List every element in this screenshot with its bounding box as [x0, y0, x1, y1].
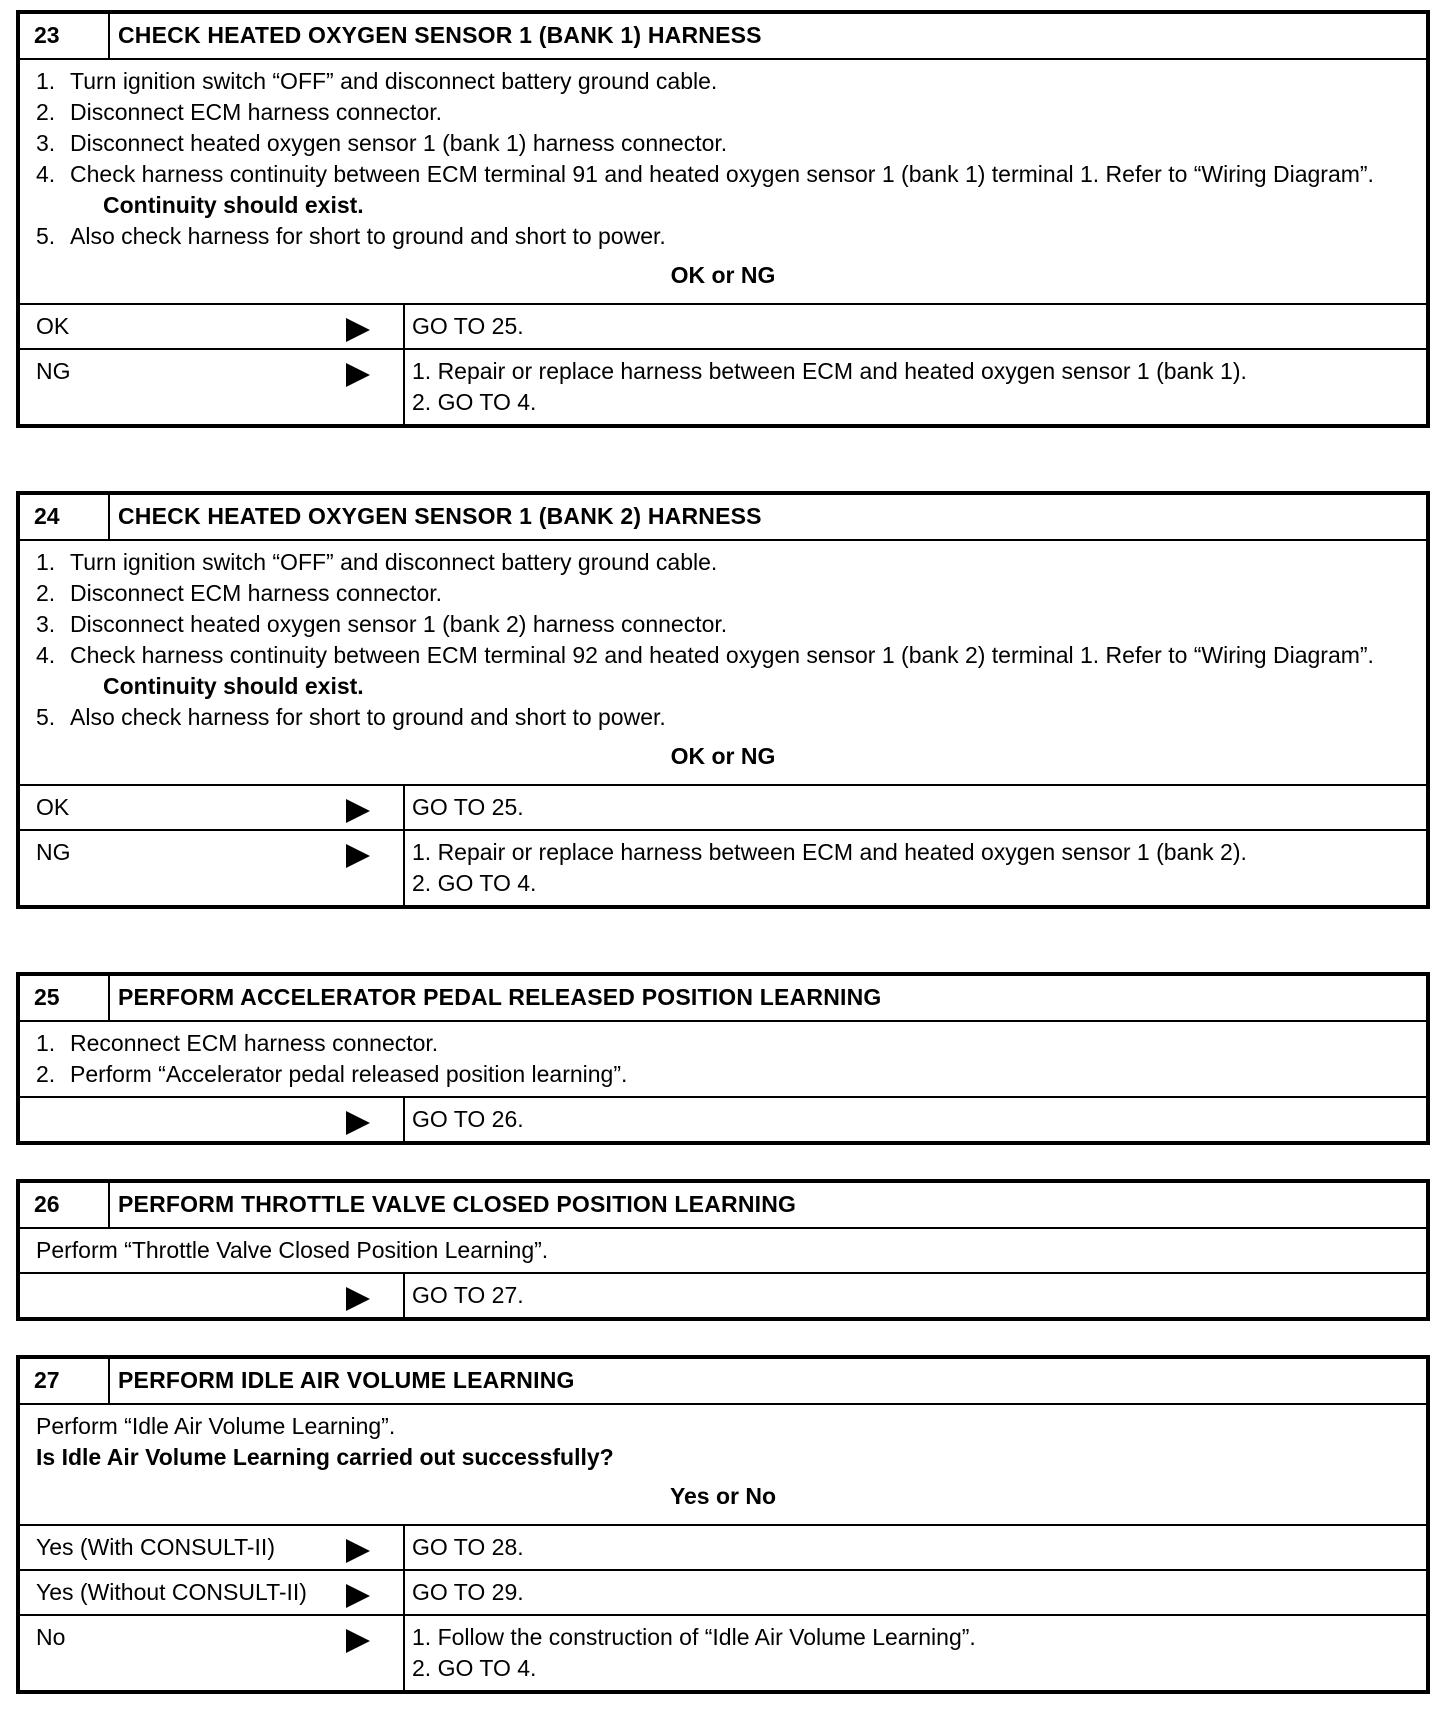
result-label: OK [36, 794, 70, 820]
step-25 [16, 972, 1430, 1145]
step-number: 23 [20, 14, 110, 58]
result-row [20, 1098, 1426, 1141]
step-title: CHECK HEATED OXYGEN SENSOR 1 (BANK 1) HARNESS [118, 22, 762, 48]
step-title: PERFORM THROTTLE VALVE CLOSED POSITION LEARNING [118, 1191, 797, 1217]
instruction-text: Perform “Idle Air Volume Learning”. [36, 1413, 396, 1439]
result-action: GO TO 28. [412, 1534, 524, 1560]
result-row [20, 1616, 1426, 1690]
list-item: 3. Disconnect heated oxygen sensor 1 (bank 2) harness connector. [36, 611, 728, 637]
step-header [20, 14, 1426, 60]
result-action: 2. GO TO 4. [412, 870, 537, 896]
step-number: 25 [20, 976, 110, 1020]
decision-question: OK or NG [670, 262, 776, 288]
result-row [20, 1571, 1426, 1616]
step-24 [16, 491, 1430, 909]
step-body [20, 1022, 1426, 1098]
list-item: 4. Check harness continuity between ECM terminal 92 and heated oxygen sensor 1 (bank 2) terminal 1. Refer to “Wiring Diagram”. [36, 642, 1374, 668]
result-label: NG [36, 839, 71, 865]
list-item: 2. Perform “Accelerator pedal released position learning”. [36, 1061, 628, 1087]
requirement-note: Continuity should exist. [103, 192, 364, 218]
result-row [20, 831, 1426, 905]
requirement-note: Continuity should exist. [103, 673, 364, 699]
step-27 [16, 1355, 1430, 1694]
result-action: 1. Follow the construction of “Idle Air Volume Learning”. [412, 1624, 976, 1650]
result-action: 1. Repair or replace harness between ECM and heated oxygen sensor 1 (bank 1). [412, 358, 1247, 384]
list-item: 1. Turn ignition switch “OFF” and disconnect battery ground cable. [36, 68, 718, 94]
step-26 [16, 1179, 1430, 1321]
result-label: Yes (With CONSULT-II) [36, 1534, 275, 1560]
result-row [20, 1526, 1426, 1571]
list-item: 5. Also check harness for short to ground and short to power. [36, 223, 666, 249]
result-action: GO TO 25. [412, 794, 524, 820]
step-body [20, 1229, 1426, 1274]
result-row [20, 786, 1426, 831]
step-body [20, 541, 1426, 786]
arrow-right-icon [346, 1584, 370, 1608]
step-23 [16, 10, 1430, 428]
result-action: GO TO 25. [412, 313, 524, 339]
decision-question: OK or NG [670, 743, 776, 769]
step-title: PERFORM ACCELERATOR PEDAL RELEASED POSITION LEARNING [118, 984, 882, 1010]
result-row [20, 305, 1426, 350]
result-action: GO TO 29. [412, 1579, 524, 1605]
result-action: 1. Repair or replace harness between ECM and heated oxygen sensor 1 (bank 2). [412, 839, 1247, 865]
arrow-right-icon [346, 1111, 370, 1135]
instruction-text: Perform “Throttle Valve Closed Position Learning”. [36, 1237, 549, 1263]
result-label: No [36, 1624, 66, 1650]
step-body [20, 60, 1426, 305]
arrow-right-icon [346, 318, 370, 342]
result-row [20, 1274, 1426, 1317]
step-number: 24 [20, 495, 110, 539]
arrow-right-icon [346, 1539, 370, 1563]
step-title: PERFORM IDLE AIR VOLUME LEARNING [118, 1367, 575, 1393]
step-body [20, 1405, 1426, 1526]
step-header [20, 1183, 1426, 1229]
list-item: 2. Disconnect ECM harness connector. [36, 99, 443, 125]
step-header [20, 976, 1426, 1022]
step-header [20, 495, 1426, 541]
list-item: 1. Turn ignition switch “OFF” and disconnect battery ground cable. [36, 549, 718, 575]
step-title: CHECK HEATED OXYGEN SENSOR 1 (BANK 2) HARNESS [118, 503, 762, 529]
arrow-right-icon [346, 1287, 370, 1311]
decision-question: Yes or No [669, 1483, 777, 1509]
result-label: OK [36, 313, 70, 339]
result-row [20, 350, 1426, 424]
result-label: NG [36, 358, 71, 384]
list-item: 4. Check harness continuity between ECM terminal 91 and heated oxygen sensor 1 (bank 1) terminal 1. Refer to “Wiring Diagram”. [36, 161, 1374, 187]
question-text: Is Idle Air Volume Learning carried out successfully? [36, 1444, 614, 1470]
arrow-right-icon [346, 799, 370, 823]
result-action: GO TO 27. [412, 1282, 524, 1308]
step-header [20, 1359, 1426, 1405]
result-action: 2. GO TO 4. [412, 389, 537, 415]
arrow-right-icon [346, 1629, 370, 1653]
result-label: Yes (Without CONSULT-II) [36, 1579, 307, 1605]
list-item: 3. Disconnect heated oxygen sensor 1 (bank 1) harness connector. [36, 130, 728, 156]
step-number: 26 [20, 1183, 110, 1227]
result-action: 2. GO TO 4. [412, 1655, 537, 1681]
list-item: 5. Also check harness for short to ground and short to power. [36, 704, 666, 730]
step-number: 27 [20, 1359, 110, 1403]
arrow-right-icon [346, 844, 370, 868]
arrow-right-icon [346, 363, 370, 387]
list-item: 1. Reconnect ECM harness connector. [36, 1030, 439, 1056]
result-action: GO TO 26. [412, 1106, 524, 1132]
list-item: 2. Disconnect ECM harness connector. [36, 580, 443, 606]
